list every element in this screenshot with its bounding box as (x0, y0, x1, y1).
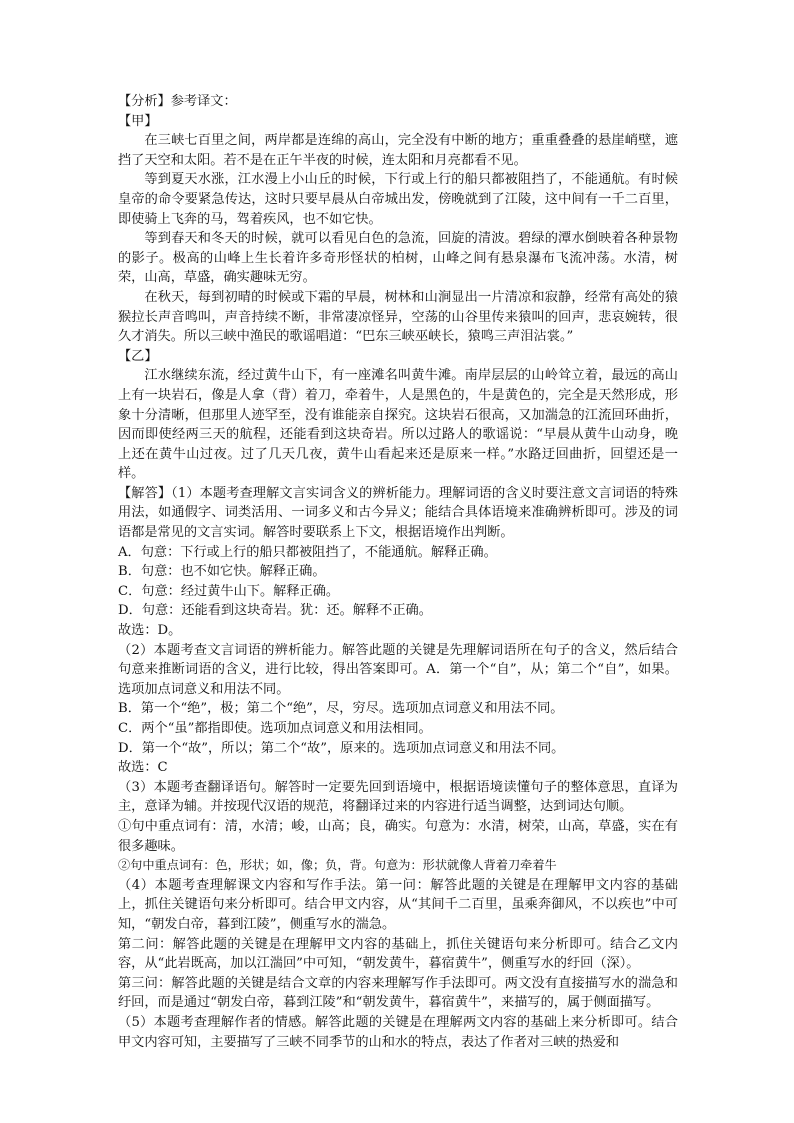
q3-item-2: ②句中重点词有：色，形状；如，像；负，背。句意为：形状就像人背着刀牵着牛 (118, 858, 557, 873)
q2-option-c: C．两个“虽”都指即使。选项加点词意义和用法相同。 (118, 721, 432, 736)
document-page (118, 92, 678, 1052)
jia-paragraph-4: 在秋天，每到初晴的时候或下霜的早晨，树林和山涧显出一片清凉和寂静，经常有高处的猿猴拉长声音鸣叫，声音持续不断，非常凄凉怪异，空荡的山谷里传来猿叫的回声，悲哀婉转，很久才消失。所以三峡中渔民的歌谣唱道：“巴东三峡巫峡长，猿鸣三声泪沾裳。” (118, 289, 678, 345)
q1-option-d: D．句意：还能看到这块奇岩。犹：还。解释不正确。 (118, 603, 432, 619)
q3-item-1: ①句中重点词有：清，水清；峻，山高；良，确实。句意为：水清，树荣，山高，草盛，实在有很多趣味。 (118, 818, 678, 854)
analysis-header: 【分析】参考译文： (118, 94, 237, 109)
q3-intro: （3）本题考查翻译语句。解答时一定要先回到语境中，根据语境读懂句子的整体意思，直译为主，意译为辅。并按现代汉语的规范，将翻译过来的内容进行适当调整，达到词达句顺。 (118, 779, 678, 815)
q4-intro: （4）本题考查理解课文内容和写作手法。第一问：解答此题的关键是在理解甲文内容的基础上，抓住关键语句来分析即可。结合甲文内容，从“其间千二百里，虽乘奔御风，不以疾也”中可知，“朝发白帝，暮到江陵”，侧重写水的湍急。 (118, 877, 678, 932)
yi-label: 【乙】 (118, 348, 158, 364)
yi-paragraph: 江水继续东流，经过黄牛山下，有一座滩名叫黄牛滩。南岸层层的山岭耸立着，最远的高山上有一块岩石，像是人拿（背）着刀，牵着牛，人是黑色的，牛是黄色的，完全是天然形成，形象十分清晰，但那里人迹罕至，没有谁能亲自探究。这块岩石很高，又加湍急的江流回环曲折，因而即使经两三天的航程，还能看到这块奇岩。所以过路人的歌谣说：“早晨从黄牛山动身，晚上还在黄牛山过夜。过了几天几夜，黄牛山看起来还是原来一样。”水路迂回曲折，回望还是一样。 (118, 368, 678, 482)
q1-answer: 故选：D。 (118, 623, 182, 639)
jia-paragraph-2: 等到夏天水涨，江水漫上小山丘的时候，下行或上行的船只都被阻挡了，不能通航。有时候皇帝的命令要紧急传达，这时只要早晨从白帝城出发，傍晚就到了江陵，这中间有一千二百里，即使骑上飞奔的马，驾着疾风，也不如它快。 (118, 172, 678, 227)
jia-label: 【甲】 (118, 113, 158, 129)
q1-option-a: A．句意：下行或上行的船只都被阻挡了，不能通航。解释正确。 (118, 544, 497, 560)
q1-option-b: B．句意：也不如它快。解释正确。 (118, 564, 326, 580)
q2-option-d: D．第一个“故”，所以；第二个“故”，原来的。选项加点词意义和用法不同。 (118, 740, 565, 756)
q4-third: 第三问：解答此题的关键是结合文章的内容来理解写作手法即可。两文没有直接描写水的湍急和纡回，而是通过“朝发白帝，暮到江陵”和“朝发黄牛，暮宿黄牛”，来描写的，属于侧面描写。 (118, 975, 678, 1011)
jia-paragraph-1: 在三峡七百里之间，两岸都是连绵的高山，完全没有中断的地方；重重叠叠的悬崖峭壁，遮挡了天空和太阳。若不是在正午半夜的时候，连太阳和月亮都看不见。 (118, 133, 678, 168)
q1-option-c: C．句意：经过黄牛山下。解释正确。 (118, 583, 340, 599)
q5-intro: （5）本题考查理解作者的情感。解答此题的关键是在理解两文内容的基础上来分析即可。结合甲文内容可知，主要描写了三峡不同季节的山和水的特点，表达了作者对三峡的热爱和 (118, 1014, 678, 1050)
jia-paragraph-3: 等到春天和冬天的时候，就可以看见白色的急流，回旋的清波。碧绿的潭水倒映着各种景物的影子。极高的山峰上生长着许多奇形怪状的柏树，山峰之间有悬泉瀑布飞流冲荡。水清，树荣，山高，草盛，确实趣味无穷。 (118, 231, 678, 286)
q2-intro: （2）本题考查文言词语的辨析能力。解答此题的关键是先理解词语所在句子的含义，然后结合句意来推断词语的含义，进行比较，得出答案即可。A．第一个“自”，从；第二个“自”，如果。选项加点词意义和用法不同。 (118, 642, 678, 697)
q4-second: 第二问：解答此题的关键是在理解甲文内容的基础上，抓住关键语句来分析即可。结合乙文内容，从“此岩既高，加以江湍回”中可知，“朝发黄牛，暮宿黄牛”，侧重写水的纡回（深）。 (118, 936, 678, 972)
q2-option-b: B．第一个“绝”，极；第二个“绝”，尽，穷尽。选项加点词意义和用法不同。 (118, 701, 564, 717)
q2-answer: 故选：C (118, 760, 168, 776)
answer-intro: 【解答】（1）本题考查理解文言实词含义的辨析能力。理解词语的含义时要注意文言词语的特殊用法，如通假字、词类活用、一词多义和古今异义；能结合具体语境来准确辨析即可。涉及的词语都是常见的文言实词。解答时要联系上下文，根据语境作出判断。 (118, 485, 678, 541)
